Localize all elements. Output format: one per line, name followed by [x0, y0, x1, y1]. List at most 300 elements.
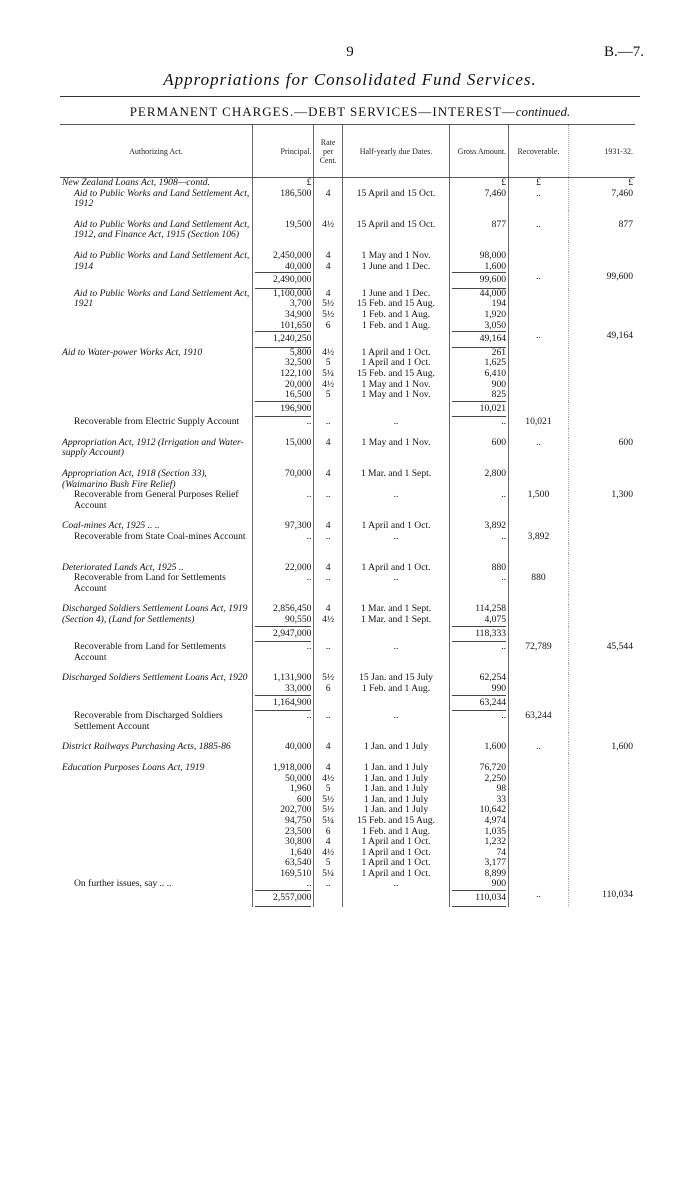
recoverable-cell [509, 663, 569, 673]
gross-cell [450, 417, 509, 428]
spacer-row [60, 543, 635, 553]
principal-cell-text: 70,000 [285, 468, 312, 480]
gross-cell [450, 189, 509, 210]
gross-cell-text: 98,000 1,600 [479, 249, 507, 272]
dates-cell [342, 695, 449, 712]
recoverable-cell [509, 490, 569, 511]
table-row [60, 642, 635, 663]
gross-cell-text: 62,254 990 [479, 672, 507, 694]
year-cell-text: 99,600 [606, 271, 633, 283]
gross-cell-text: 49,164 [452, 331, 506, 348]
act-cell [60, 642, 253, 663]
recoverable-cell [509, 604, 569, 625]
dates-cell [342, 879, 449, 890]
dates-cell-text: 15 April and 15 Oct. [356, 187, 436, 199]
principal-cell-text: 97,300 [285, 520, 312, 532]
year-cell [568, 890, 635, 907]
dates-cell-text: 15 April and 15 Oct. [356, 218, 436, 230]
dates-cell [342, 401, 449, 418]
recoverable-cell-text: 72,789 [525, 641, 552, 653]
recoverable-cell-text: 1,500 [527, 489, 550, 501]
act-cell-text: Aid to Public Works and Land Settlement Act, 1914 [74, 249, 250, 272]
table-body [60, 178, 635, 907]
act-cell-text: Aid to Public Works and Land Settlement Act, 1921 [74, 287, 250, 310]
gross-cell-text: .. [501, 572, 507, 584]
act-cell [60, 604, 253, 625]
table-header-row [60, 125, 635, 178]
gross-cell [450, 401, 509, 418]
year-cell [568, 521, 635, 532]
gross-cell [450, 695, 509, 712]
act-cell [60, 417, 253, 428]
rate-cell-text: 5½ 6 [322, 672, 335, 694]
year-cell [568, 251, 635, 272]
dates-cell [342, 573, 449, 594]
act-cell [60, 573, 253, 594]
dates-cell [342, 189, 449, 210]
dates-cell [342, 348, 449, 401]
recoverable-cell [509, 543, 569, 553]
dates-cell [342, 543, 449, 553]
principal-cell [253, 573, 314, 594]
gross-cell-text: 76,720 2,250 98 33 10,642 4,974 1,035 1,232 74 3,177 8,899 [479, 761, 507, 879]
rate-cell [314, 695, 342, 712]
subtotal-row [60, 695, 635, 712]
column-header-act: Authorizing Act. [60, 125, 253, 178]
rate-cell [314, 178, 342, 189]
year-cell-text: £ [628, 177, 633, 188]
rate-cell [314, 220, 342, 241]
document-reference: B.—7. [603, 44, 644, 60]
column-header-year: 1931-32. [568, 125, 635, 178]
act-cell-text: Education Purposes Loans Act, 1919 [62, 761, 205, 773]
gross-cell [450, 220, 509, 241]
principal-cell [253, 563, 314, 574]
subtotal-row [60, 331, 635, 348]
recoverable-cell [509, 469, 569, 490]
act-cell [60, 890, 253, 907]
rate-cell-text: 4 [325, 187, 331, 199]
rate-cell-text: 4 4½ 5 5½ 5½ 5¼ 6 4 4½ 5 5¼ [322, 761, 335, 879]
principal-cell [253, 711, 314, 732]
year-cell-text: 600 [618, 436, 633, 448]
recoverable-cell [509, 417, 569, 428]
act-cell-text: Discharged Soldiers Settlement Loans Act, 1919 (Section 4), (Land for Settlements) [62, 603, 248, 625]
recoverable-cell [509, 401, 569, 418]
act-cell [60, 673, 253, 694]
principal-cell-text: 196,900 [255, 401, 311, 418]
recoverable-cell [509, 553, 569, 563]
rate-cell-text: .. [325, 878, 331, 890]
gross-cell [450, 879, 509, 890]
dates-cell-text: 1 April and 1 Oct. [361, 561, 431, 573]
dates-cell-text: 1 May and 1 Nov. [361, 436, 431, 448]
dates-cell [342, 604, 449, 625]
gross-cell [450, 532, 509, 543]
dates-cell [342, 469, 449, 490]
year-cell [568, 604, 635, 625]
principal-cell-text: 2,947,000 [255, 626, 311, 643]
dates-cell-text: .. [393, 572, 399, 584]
gross-cell [450, 272, 509, 289]
recoverable-cell-text: .. [536, 330, 541, 342]
gross-cell-text: .. [501, 416, 507, 428]
principal-cell [253, 417, 314, 428]
gross-cell [450, 742, 509, 753]
gross-cell-text: 44,000 194 1,920 3,050 [479, 287, 507, 331]
principal-cell [253, 879, 314, 890]
recoverable-cell [509, 348, 569, 401]
gross-cell [450, 348, 509, 401]
dates-cell-text: 15 Jan. and 15 July 1 Feb. and 1 Aug. [359, 672, 433, 694]
rate-cell-text: .. [325, 641, 331, 653]
principal-cell [253, 673, 314, 694]
act-cell [60, 742, 253, 753]
dates-cell [342, 642, 449, 663]
gross-cell-text: 118,333 [452, 626, 506, 643]
gross-cell [450, 543, 509, 553]
principal-cell-text: .. [306, 641, 312, 653]
principal-cell [253, 178, 314, 189]
recoverable-cell [509, 695, 569, 712]
dates-cell-text: 1 April and 1 Oct. [361, 520, 431, 532]
act-cell [60, 348, 253, 401]
dates-cell [342, 763, 449, 880]
dates-cell [342, 438, 449, 459]
gross-cell [450, 521, 509, 532]
principal-cell [253, 521, 314, 532]
recoverable-cell [509, 438, 569, 459]
act-cell-text: Discharged Soldiers Settlement Loans Act, 1920 [62, 672, 248, 684]
year-cell-text: 1,600 [611, 741, 633, 753]
act-cell [60, 543, 253, 553]
year-cell-text: 1,300 [611, 489, 633, 501]
table-row [60, 879, 635, 890]
principal-cell [253, 251, 314, 272]
principal-cell-text: 186,500 [280, 187, 312, 199]
recoverable-cell [509, 251, 569, 272]
rate-cell [314, 626, 342, 643]
gross-cell-text: 880 [491, 561, 507, 573]
gross-cell-text: .. [501, 489, 507, 501]
recoverable-cell-text: £ [536, 177, 541, 188]
year-cell [568, 642, 635, 663]
rate-cell-text: 4 4½ [322, 603, 335, 625]
act-cell-text: Aid to Water-power Works Act, 1910 [62, 346, 203, 358]
year-cell [568, 673, 635, 694]
gross-cell-text: £ [501, 177, 507, 188]
act-cell-text: Aid to Public Works and Land Settlement Act, 1912, and Finance Act, 1915 (Section 106) [74, 218, 250, 241]
year-cell [568, 626, 635, 643]
gross-cell-text: 63,244 [452, 695, 506, 712]
gross-cell [450, 642, 509, 663]
dates-cell [342, 251, 449, 272]
dates-cell-text: 1 Jan. and 1 July [363, 741, 429, 753]
year-cell [568, 511, 635, 521]
gross-cell-text: 877 [491, 218, 507, 230]
gross-cell-text: 114,258 4,075 [475, 603, 507, 625]
act-cell [60, 469, 253, 490]
table-row [60, 673, 635, 694]
table-row [60, 573, 635, 594]
principal-cell-text: 2,856,450 90,550 [273, 603, 312, 625]
dates-cell-text: 1 April and 1 Oct. 1 April and 1 Oct. 15 Feb. and 15 Aug. 1 May and 1 Nov. 1 May and 1 Nov. [357, 346, 435, 401]
principal-cell [253, 289, 314, 331]
dates-cell [342, 417, 449, 428]
gross-cell [450, 490, 509, 511]
act-cell-text: Recoverable from Land for Settlements Account [74, 641, 226, 663]
act-cell [60, 695, 253, 712]
year-cell-text: 877 [618, 218, 633, 230]
principal-cell-text: 1,164,900 [255, 695, 311, 712]
dates-cell-text: 1 Jan. and 1 July 1 Jan. and 1 July 1 Jan. and 1 July 1 Jan. and 1 July 1 Jan. and 1 July 15 Feb. and 15 Aug. 1 Feb. and 1 Aug. 1 April and 1 Oct. 1 April and 1 Oct. 1 April and 1 Oct. 1 April and 1 Oct. [357, 761, 435, 879]
principal-cell-text: 1,131,900 33,000 [273, 672, 312, 694]
dates-cell [342, 626, 449, 643]
act-cell-text: Coal-mines Act, 1925 .. .. [62, 520, 160, 532]
subtotal-row [60, 401, 635, 418]
rate-cell [314, 642, 342, 663]
year-cell [568, 753, 635, 763]
principal-cell-text: 22,000 [285, 561, 312, 573]
recoverable-cell [509, 289, 569, 331]
gross-cell [450, 469, 509, 490]
principal-cell-text: 15,000 [285, 436, 312, 448]
act-cell [60, 401, 253, 418]
principal-cell [253, 189, 314, 210]
column-header-gross: Gross Amount. [450, 125, 509, 178]
rate-cell [314, 543, 342, 553]
act-cell [60, 626, 253, 643]
year-cell-text: 49,164 [606, 330, 633, 342]
year-cell [568, 178, 635, 189]
table-row [60, 490, 635, 511]
rate-cell [314, 490, 342, 511]
recoverable-cell [509, 742, 569, 753]
principal-cell [253, 490, 314, 511]
section-subtitle [0, 104, 700, 120]
gross-cell-text: 261 1,625 6,410 900 825 [484, 346, 507, 401]
act-cell-text: Recoverable from General Purposes Relief Account [74, 489, 239, 511]
recoverable-cell-text: 880 [531, 572, 546, 584]
column-header-recoverable: Recoverable. [509, 125, 569, 178]
rate-cell-text: 4 5½ 5½ 6 [322, 287, 335, 331]
rate-cell [314, 763, 342, 880]
gross-cell-text: 99,600 [452, 272, 506, 289]
year-cell [568, 711, 635, 732]
act-cell [60, 879, 253, 890]
recoverable-cell [509, 890, 569, 907]
principal-cell [253, 331, 314, 348]
rate-cell-text: 4 [325, 741, 331, 753]
year-cell [568, 348, 635, 401]
recoverable-cell [509, 532, 569, 543]
gross-cell [450, 438, 509, 459]
gross-cell [450, 673, 509, 694]
principal-cell-text: 19,500 [285, 218, 312, 230]
gross-cell [450, 604, 509, 625]
column-header-rate: Rate per Cent. [314, 125, 342, 178]
dates-cell [342, 673, 449, 694]
dates-cell-text: 1 Mar. and 1 Sept. [360, 468, 432, 480]
principal-cell-text: 2,450,000 40,000 [273, 249, 312, 272]
recoverable-cell-text: .. [536, 741, 541, 753]
rate-cell [314, 289, 342, 331]
rate-cell-text: 4½ [322, 218, 335, 230]
act-cell [60, 711, 253, 732]
rate-cell-text: 4 [325, 561, 331, 573]
principal-cell [253, 220, 314, 241]
principal-cell-text: 40,000 [285, 741, 312, 753]
year-cell [568, 490, 635, 511]
rate-cell-text: 4 [325, 436, 331, 448]
act-cell [60, 532, 253, 543]
gross-cell [450, 563, 509, 574]
principal-cell-text: .. [306, 531, 312, 543]
act-cell-text: District Railways Purchasing Acts, 1885-86 [62, 741, 231, 753]
rate-cell-text: .. [325, 531, 331, 543]
gross-cell [450, 178, 509, 189]
principal-cell-text: 2,557,000 [255, 890, 311, 907]
principal-cell [253, 348, 314, 401]
principal-cell [253, 626, 314, 643]
year-cell [568, 438, 635, 459]
rate-cell [314, 417, 342, 428]
principal-cell [253, 543, 314, 553]
gross-cell-text: 7,460 [484, 187, 507, 199]
gross-cell-text: 10,021 [452, 401, 506, 418]
recoverable-cell-text: .. [536, 889, 541, 901]
gross-cell-text: .. [501, 641, 507, 653]
act-cell-text: Recoverable from State Coal-mines Account [74, 531, 246, 543]
table-row [60, 711, 635, 732]
act-cell [60, 220, 253, 241]
principal-cell [253, 272, 314, 289]
year-cell-text: 7,460 [611, 187, 633, 199]
table-row [60, 417, 635, 428]
recoverable-cell [509, 763, 569, 880]
act-cell-text: Recoverable from Land for Settlements Account [74, 572, 226, 594]
recoverable-cell [509, 573, 569, 594]
table-row [60, 348, 635, 401]
gross-cell [450, 890, 509, 907]
dates-cell [342, 711, 449, 732]
principal-cell [253, 401, 314, 418]
year-cell [568, 220, 635, 241]
table-row [60, 438, 635, 459]
table-row [60, 532, 635, 543]
recoverable-cell [509, 673, 569, 694]
gross-cell [450, 711, 509, 732]
table-row [60, 763, 635, 880]
principal-cell [253, 532, 314, 543]
rate-cell [314, 604, 342, 625]
rate-cell [314, 532, 342, 543]
year-cell-text: 45,544 [606, 641, 633, 653]
principal-cell [253, 742, 314, 753]
dates-cell [342, 178, 449, 189]
rate-cell [314, 251, 342, 272]
year-cell [568, 272, 635, 289]
principal-cell-text: 1,240,250 [255, 331, 311, 348]
year-cell [568, 553, 635, 563]
subtotal-row [60, 890, 635, 907]
recoverable-cell [509, 220, 569, 241]
dates-cell [342, 331, 449, 348]
dates-cell [342, 289, 449, 331]
table-row [60, 604, 635, 625]
column-header-dates: Half-yearly due Dates. [342, 125, 449, 178]
rate-cell [314, 331, 342, 348]
rate-cell [314, 711, 342, 732]
year-cell [568, 573, 635, 594]
gross-cell-text: .. [501, 531, 507, 543]
act-cell [60, 490, 253, 511]
year-cell [568, 459, 635, 469]
rate-cell-text: .. [325, 710, 331, 722]
act-cell [60, 763, 253, 880]
recoverable-cell [509, 511, 569, 521]
year-cell [568, 563, 635, 574]
rate-cell [314, 673, 342, 694]
recoverable-cell [509, 594, 569, 604]
year-cell [568, 763, 635, 880]
table-row [60, 742, 635, 753]
gross-cell [450, 626, 509, 643]
column-header-principal: Principal. [253, 125, 314, 178]
act-cell [60, 438, 253, 459]
recoverable-cell-text: .. [536, 436, 541, 448]
principal-cell [253, 438, 314, 459]
principal-cell-text: .. [306, 489, 312, 501]
gross-cell [450, 573, 509, 594]
principal-cell-text: .. [306, 572, 312, 584]
rate-cell [314, 348, 342, 401]
gross-cell [450, 289, 509, 331]
rate-cell-text: 4 [325, 468, 331, 480]
year-cell-text: 110,034 [602, 889, 633, 901]
recoverable-cell-text: .. [536, 187, 541, 199]
principal-cell [253, 469, 314, 490]
recoverable-cell [509, 189, 569, 210]
table-row [60, 220, 635, 241]
rate-cell [314, 879, 342, 890]
appropriations-table [60, 124, 635, 907]
act-cell [60, 189, 253, 210]
gross-cell-text: 110,034 [452, 890, 506, 907]
dates-cell [342, 742, 449, 753]
year-cell [568, 401, 635, 418]
rate-cell [314, 189, 342, 210]
principal-cell [253, 763, 314, 880]
act-cell-text: Deteriorated Lands Act, 1925 .. [62, 561, 184, 573]
recoverable-cell [509, 753, 569, 763]
recoverable-cell [509, 241, 569, 251]
gross-cell-text: 3,892 [484, 520, 507, 532]
recoverable-cell-text: 63,244 [525, 710, 552, 722]
gross-cell-text: 600 [491, 436, 507, 448]
rate-cell [314, 890, 342, 907]
act-cell [60, 251, 253, 272]
page-number: 9 [346, 44, 354, 60]
rate-cell-text: 4½ 5 5¼ 4½ 5 [322, 346, 335, 401]
principal-cell-text: £ [306, 177, 312, 188]
principal-cell [253, 604, 314, 625]
page-title: Appropriations for Consolidated Fund Services. [163, 70, 537, 89]
gross-cell-text: 1,600 [484, 741, 507, 753]
principal-cell [253, 695, 314, 712]
rate-cell-text: 4 4 [325, 249, 331, 272]
year-cell [568, 742, 635, 753]
